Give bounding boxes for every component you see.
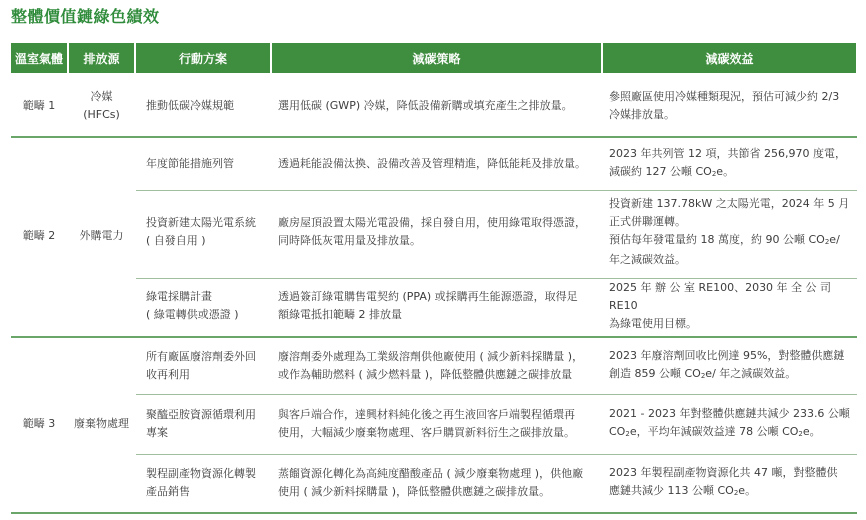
scope2-row3-benefit: 2025 年 辦 公 室 RE100、2030 年 全 公 司 RE10 為綠電使用目標。 (609, 281, 832, 330)
scope2-source: 外購電力 (79, 229, 124, 242)
scope1-benefit: 參照廠區使用冷媒種類現況，預估可減少約 2/3 冷媒排放量。 (609, 90, 840, 121)
scope3-label: 範疇 3 (22, 417, 56, 430)
header-source: 排放源 (69, 43, 134, 73)
scope2-row2-strategy: 廠房屋頂設置太陽光電設備，採自發自用，使用綠電取得憑證， 同時降低灰電用量及排放量。 (278, 216, 586, 247)
scope3-row3-action: 製程副產物資源化轉製 產品銷售 (146, 467, 256, 498)
scope2-row1-strategy: 透過耗能設備汰換、設備改善及管理精進，降低能耗及排放量。 (278, 157, 586, 170)
scope3-row1-strategy: 廢溶劑委外處理為工業級溶劑供他廠使用 ( 減少新料採購量 )， 或作為輔助燃料 ( 減少燃料量 )，降低整體供應鏈之碳排放量 (278, 350, 584, 381)
scope2-row2-benefit: 投資新建 137.78kW 之太陽光電，2024 年 5 月 正式併聯運轉。 預估每年發電量約 18 萬度，約 90 公噸 CO2e/ 年之減碳效益。 (609, 197, 850, 266)
scope2-row1-benefit: 2023 年共列管 12 項，共節省 256,970 度電， 減碳約 127 公噸 CO2e。 (609, 147, 846, 178)
scope2-row3-action: 綠電採購計畫 ( 綠電轉供或憑證 ) (146, 290, 239, 321)
scope3-row2-action: 聚醯亞胺資源循環利用 專案 (146, 408, 256, 439)
page-title: 整體價值鏈綠色績效 (11, 7, 160, 26)
scope3-row3-strategy: 蒸餾資源化轉化為高純度醋酸產品 ( 減少廢棄物處理 )，供他廠 使用 ( 減少新料採購量 )，降低整體供應鏈之碳排放量。 (278, 467, 584, 498)
header-strategy: 減碳策略 (272, 43, 601, 73)
scope3-row2-strategy: 與客戶端合作，達興材料純化後之再生液回客戶端製程循環再 使用，大幅減少廢棄物處理、客戶購買新料衍生之碳排放量。 (278, 408, 575, 439)
row-divider (11, 336, 857, 338)
row-divider (136, 190, 857, 191)
scope2-row2-action: 投資新建太陽光電系統 ( 自發自用 ) (146, 216, 256, 247)
scope2-label: 範疇 2 (22, 229, 56, 242)
scope1-source: 冷媒 (HFCs) (83, 90, 120, 121)
row-divider (136, 454, 857, 455)
scope2-row1-action: 年度節能措施列管 (146, 157, 234, 170)
scope1-strategy: 選用低碳 (GWP) 冷媒，降低設備新購或填充產生之排放量。 (278, 99, 573, 112)
row-divider (136, 394, 857, 395)
table-bottom-border (11, 512, 857, 514)
scope3-row1-action: 所有廠區廢溶劑委外回 收再利用 (146, 350, 256, 381)
scope3-row2-benefit: 2021 - 2023 年對整體供應鏈共減少 233.6 公噸 CO2e，平均年減碳效益達 78 公噸 CO2e。 (609, 407, 850, 438)
scope1-action: 推動低碳冷媒規範 (146, 99, 234, 112)
row-divider (11, 136, 857, 138)
scope3-source: 廢棄物處理 (74, 417, 129, 430)
scope3-row1-benefit: 2023 年廢溶劑回收比例達 95%，對整體供應鏈 創造 859 公噸 CO2e/ 年之減碳效益。 (609, 349, 845, 380)
header-ghg: 溫室氣體 (11, 43, 67, 73)
header-action: 行動方案 (136, 43, 270, 73)
scope1-label: 範疇 1 (22, 99, 56, 112)
scope2-row3-strategy: 透過簽訂綠電購售電契約 (PPA) 或採購再生能源憑證，取得足 額綠電抵扣範疇 2 排放量 (278, 290, 578, 321)
header-benefit: 減碳效益 (603, 43, 856, 73)
scope3-row3-benefit: 2023 年製程副產物資源化共 47 噸，對整體供 應鏈共減少 113 公噸 CO2e。 (609, 466, 838, 497)
